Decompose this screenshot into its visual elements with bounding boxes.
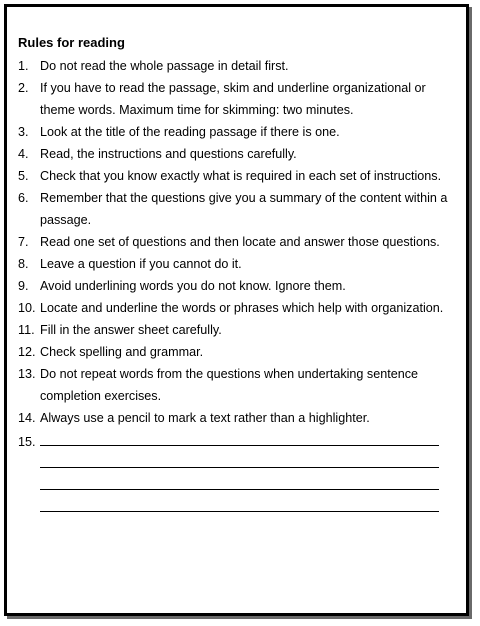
rule-item-9 (0, 275, 470, 297)
page-title: Rules for reading (18, 35, 125, 50)
rules-list (0, 55, 470, 429)
rule-number: 3. (18, 125, 29, 139)
blank-answer-line (40, 467, 439, 468)
rule-item-1 (0, 55, 470, 77)
rule-item-12 (0, 341, 470, 363)
rule-number: 10. (18, 301, 36, 315)
rule-item-6 (0, 187, 470, 231)
rule-text: Look at the title of the reading passage if there is one. (40, 125, 340, 139)
rule-number: 11. (18, 323, 35, 337)
rule-text: Remember that the questions give you a summary of the content within a passage. (40, 191, 448, 227)
rule-text: Fill in the answer sheet carefully. (40, 323, 222, 337)
rule-text: If you have to read the passage, skim and underline organizational or theme words. Maximum time for skimming: two minutes. (40, 81, 426, 117)
rule-text: Avoid underlining words you do not know. Ignore them. (40, 279, 346, 293)
rule-item-3 (0, 121, 470, 143)
rule-number: 4. (18, 147, 29, 161)
rule-number: 2. (18, 81, 29, 95)
blank-answer-line (40, 445, 439, 446)
rule-number: 5. (18, 169, 29, 183)
rule-number: 12. (18, 345, 36, 359)
rule-item-5 (0, 165, 470, 187)
rule-text: Check that you know exactly what is required in each set of instructions. (40, 169, 442, 183)
rule-number: 8. (18, 257, 29, 271)
rule-text: Read one set of questions and then locate and answer those questions. (40, 235, 440, 249)
blank-answer-line (40, 511, 439, 512)
rule-text: Locate and underline the words or phrases which help with organization. (40, 301, 444, 315)
rule-text: Read, the instructions and questions carefully. (40, 147, 297, 161)
rule-item-11 (0, 319, 470, 341)
rule-text: Always use a pencil to mark a text rather than a highlighter. (40, 411, 370, 425)
rule-number: 13. (18, 367, 36, 381)
rule-text: Leave a question if you cannot do it. (40, 257, 242, 271)
rule-item-15-number: 15. (18, 435, 36, 449)
rule-number: 14. (18, 411, 36, 425)
rule-text: Check spelling and grammar. (40, 345, 204, 359)
rule-number: 9. (18, 279, 29, 293)
rule-item-14 (0, 407, 470, 429)
rule-item-10 (0, 297, 470, 319)
rule-item-7 (0, 231, 470, 253)
rule-text: Do not repeat words from the questions when undertaking sentence completion exercises. (40, 367, 419, 403)
rule-item-2 (0, 77, 470, 121)
rule-number: 6. (18, 191, 29, 205)
rule-number: 1. (18, 59, 29, 73)
rule-number: 7. (18, 235, 29, 249)
rule-text: Do not read the whole passage in detail first. (40, 59, 289, 73)
rule-item-4 (0, 143, 470, 165)
blank-answer-line (40, 489, 439, 490)
rule-item-13 (0, 363, 470, 407)
rule-item-8 (0, 253, 470, 275)
